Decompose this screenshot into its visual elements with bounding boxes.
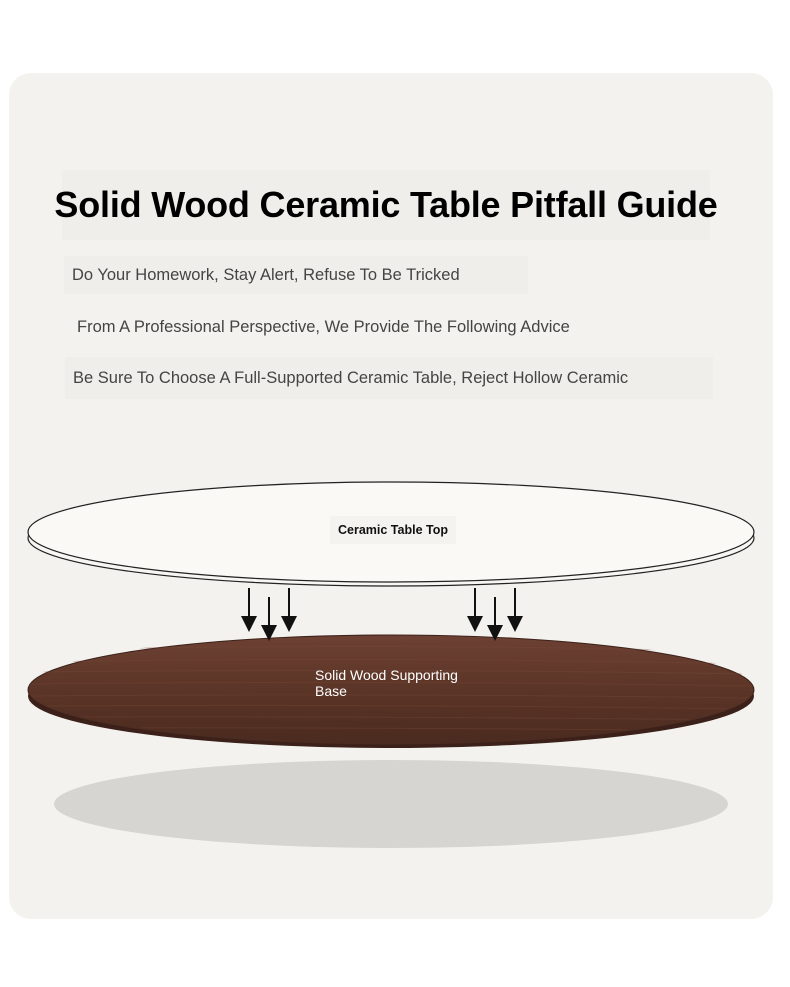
advice-line-2: From A Professional Perspective, We Provide The Following Advice <box>77 317 570 336</box>
advice-line-3: Be Sure To Choose A Full-Supported Ceramic Table, Reject Hollow Ceramic <box>65 357 713 399</box>
ceramic-top-label: Ceramic Table Top <box>330 516 456 544</box>
page-title: Solid Wood Ceramic Table Pitfall Guide <box>62 170 710 240</box>
advice-line-1: Do Your Homework, Stay Alert, Refuse To Be Tricked <box>64 256 528 294</box>
support-arrows <box>249 588 515 633</box>
floor-shadow <box>54 760 728 848</box>
wood-base-label: Solid Wood Supporting Base <box>315 667 458 699</box>
